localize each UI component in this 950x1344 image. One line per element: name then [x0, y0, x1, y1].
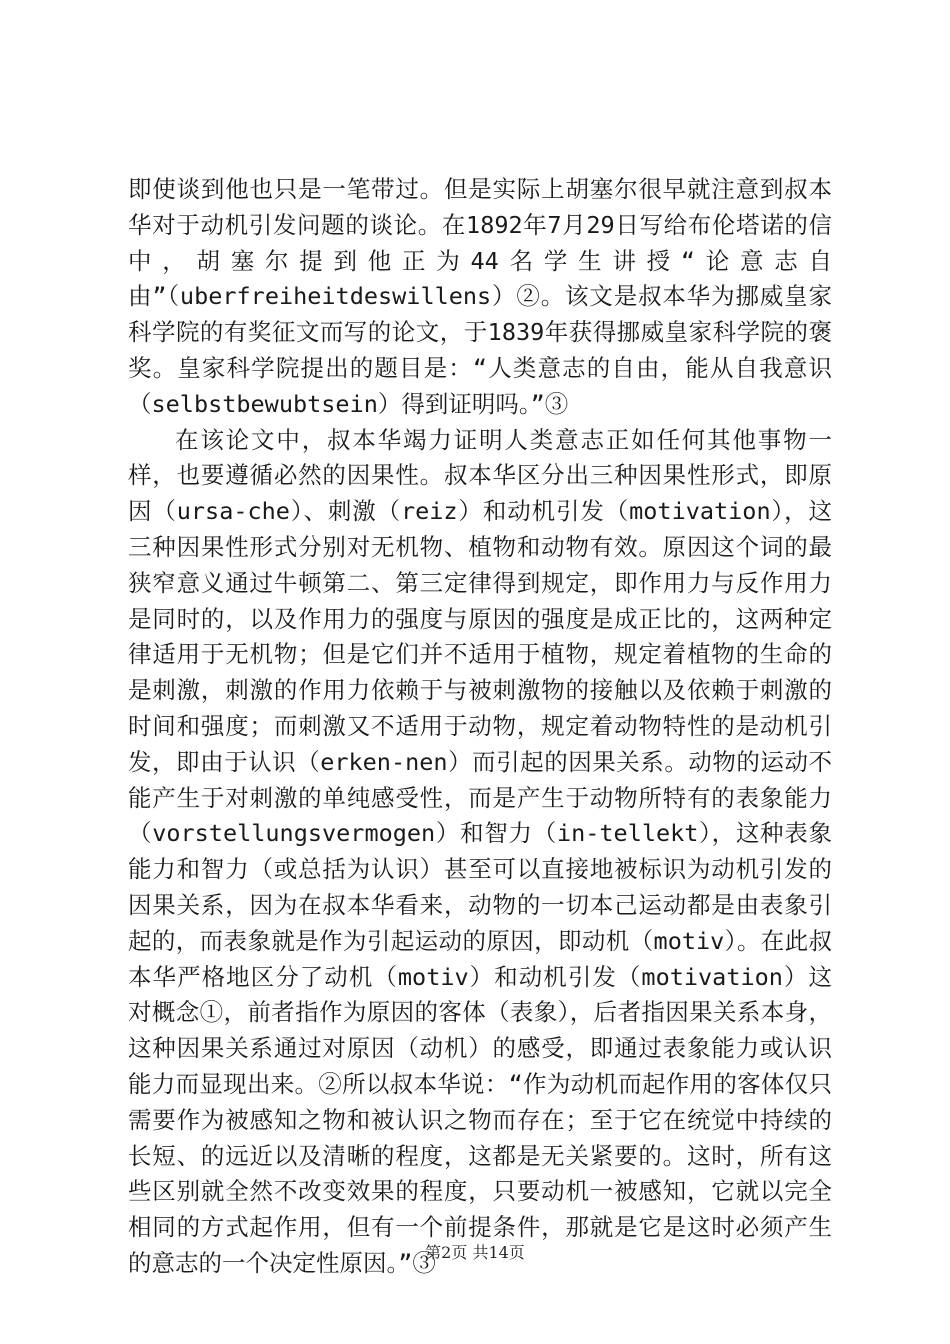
page-footer: 第2页 共14页 — [425, 1243, 525, 1262]
document-body — [128, 172, 832, 1282]
paragraph-1: 即使谈到他也只是一笔带过。但是实际上胡塞尔很早就注意到叔本华对于动机引发问题的谈论。在1892年7月29日写给布伦塔诺的信中，胡塞尔提到他正为44名学生讲授“论意志自由”（uberfreiheitdeswillens）②。该文是叔本华为挪威皇家科学院的有奖征文而写的论文，于1839年获得挪威皇家科学院的褒奖。皇家科学院提出的题目是：“人类意志的自由，能从自我意识（selbstbewubtsein）得到证明吗。”③ — [128, 175, 832, 418]
paragraph-2: 在该论文中，叔本华竭力证明人类意志正如任何其他事物一样，也要遵循必然的因果性。叔本华区分出三种因果性形式，即原因（ursa-che）、刺激（reiz）和动机引发（motivation），这三种因果性形式分别对无机物、植物和动物有效。原因这个词的最狭窄意义通过牛顿第二、第三定律得到规定，即作用力与反作用力是同时的，以及作用力的强度与原因的强度是成正比的，这两种定律适用于无机物；但是它们并不适用于植物，规定着植物的生命的是刺激，刺激的作用力依赖于与被刺激物的接触以及依赖于刺激的时间和强度；而刺激又不适用于动物，规定着动物特性的是动机引发，即由于认识（erken-nen）而引起的因果关系。动物的运动不能产生于对刺激的单纯感受性，而是产生于动物所特有的表象能力（vorstellungsvermogen）和智力（in-tellekt），这种表象能力和智力（或总括为认识）甚至可以直接地被标识为动机引发的因果关系，因为在叔本华看来，动物的一切本己运动都是由表象引起的，而表象就是作为引起运动的原因，即动机（motiv）。在此叔本华严格地区分了动机（motiv）和动机引发（motivation）这对概念①，前者指作为原因的客体（表象），后者指因果关系本身，这种因果关系通过对原因（动机）的感受，即通过表象能力或认识能力而显现出来。②所以叔本华说：“作为动机而起作用的客体仅只需要作为被感知之物和被认识之物而存在；至于它在统觉中持续的长短、的远近以及清晰的程度，这都是无关紧要的。这时，所有这些区别就全然不改变效果的程度，只要动机一被感知，它就以完全相同的方式起作用，但有一个前提条件，那就是它是这时必须产生的意志的一个决定性原因。”③ — [128, 425, 832, 1277]
